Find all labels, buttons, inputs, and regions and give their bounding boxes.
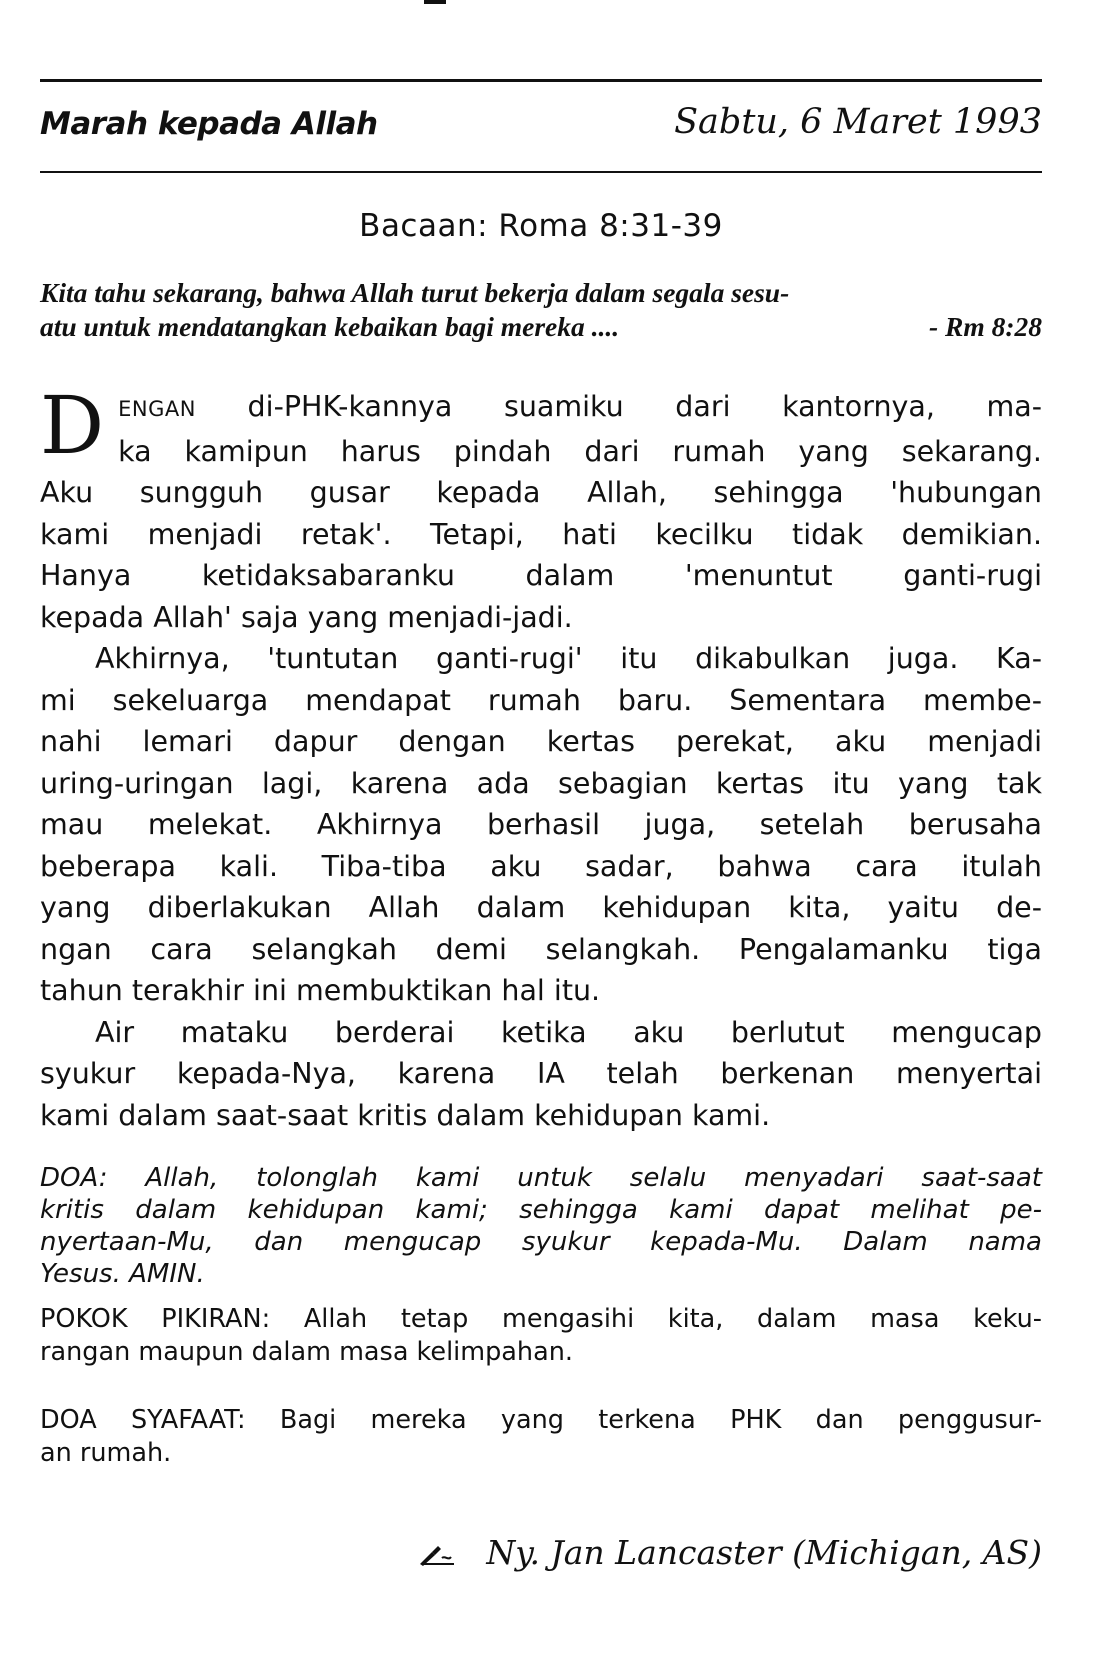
key-verse: [40, 276, 1042, 344]
body-line: beberapa kali. Tiba-tiba aku sadar, bahwa cara itulah: [40, 849, 1042, 883]
drop-cap: D: [40, 379, 105, 472]
author-signature: [418, 1533, 1042, 1572]
bible-reading: Bacaan: Roma 8:31-39: [359, 208, 723, 244]
page-title: Marah kepada Allah: [40, 106, 378, 142]
header-top-rule: [40, 79, 1042, 82]
paragraph-2: [40, 638, 1042, 1012]
body-line: Aku sungguh gusar kepada Allah, sehingga 'hubungan: [40, 476, 1042, 509]
verse-line-text: atu untuk mendatangkan kebaikan bagi mereka ....: [40, 311, 620, 342]
body-line: ngan cara selangkah demi selangkah. Pengalamanku tiga: [40, 932, 1042, 966]
body-line: yang diberlakukan Allah dalam kehidupan kita, yaitu de-: [40, 891, 1042, 924]
scan-mark: [424, 0, 446, 4]
header-bottom-rule: [40, 171, 1042, 173]
main-thought-line: rangan maupun dalam masa kelimpahan.: [40, 1337, 573, 1367]
page-header: [40, 102, 1042, 152]
prayer-line: nyertaan-Mu, dan mengucap syukur kepada-Mu. Dalam nama: [40, 1227, 1042, 1257]
body-line: [40, 386, 1042, 431]
body-line-text: di-PHK-kannya suamiku dari kantornya, ma-: [195, 390, 1042, 423]
body-line: Hanya ketidaksabaranku dalam 'menuntut ganti-rugi: [40, 559, 1042, 592]
devotional-page: [40, 0, 1042, 1680]
verse-line: Kita tahu sekarang, bahwa Allah turut bekerja dalam segala sesu-: [40, 277, 790, 308]
main-thought-section: [40, 1303, 1042, 1369]
body-line: tahun terakhir ini membuktikan hal itu.: [40, 974, 601, 1007]
body-line: syukur kepada-Nya, karena IA telah berkenan menyertai: [40, 1057, 1042, 1090]
body-line: kepada Allah' saja yang menjadi-jadi.: [40, 600, 573, 634]
prayer-line: DOA: Allah, tolonglah kami untuk selalu menyadari saat-saat: [40, 1163, 1042, 1193]
small-caps-word: ENGAN: [118, 397, 196, 421]
body-line: uring-uringan lagi, karena ada sebagian kertas itu yang tak: [40, 766, 1042, 800]
pen-writing-icon: [418, 1544, 456, 1566]
page-date: Sabtu, 6 Maret 1993: [674, 102, 1042, 142]
paragraph-3: [40, 1012, 1042, 1137]
verse-reference: - Rm 8:28: [928, 311, 1042, 342]
body-line: ka kamipun harus pindah dari rumah yang sekarang.: [118, 434, 1042, 468]
prayer-line: kritis dalam kehidupan kami; sehingga kami dapat melihat pe-: [40, 1195, 1042, 1225]
paragraph-1: [40, 379, 1042, 638]
intercession-section: [40, 1404, 1042, 1470]
body-line: Akhirnya, 'tuntutan ganti-rugi' itu dikabulkan juga. Ka-: [95, 642, 1042, 675]
intercession-line: DOA SYAFAAT: Bagi mereka yang terkena PHK dan penggusur-: [40, 1405, 1042, 1435]
body-line: mi sekeluarga mendapat rumah baru. Sementara membe-: [40, 683, 1042, 717]
prayer-line: Yesus. AMIN.: [40, 1259, 205, 1289]
prayer-section: [40, 1162, 1042, 1290]
main-thought-line: POKOK PIKIRAN: Allah tetap mengasihi kita, dalam masa keku-: [40, 1304, 1042, 1334]
body-line: kami dalam saat-saat kritis dalam kehidupan kami.: [40, 1098, 771, 1132]
verse-line: [40, 310, 1042, 344]
body-line: Air mataku berderai ketika aku berlutut mengucap: [95, 1015, 1042, 1049]
intercession-line: an rumah.: [40, 1438, 172, 1468]
devotional-body: [40, 379, 1042, 1136]
body-line: kami menjadi retak'. Tetapi, hati kecilku tidak demikian.: [40, 517, 1042, 551]
body-line: nahi lemari dapur dengan kertas perekat, aku menjadi: [40, 725, 1042, 758]
body-line: mau melekat. Akhirnya berhasil juga, setelah berusaha: [40, 808, 1042, 841]
author-name: Ny. Jan Lancaster (Michigan, AS): [486, 1533, 1042, 1572]
